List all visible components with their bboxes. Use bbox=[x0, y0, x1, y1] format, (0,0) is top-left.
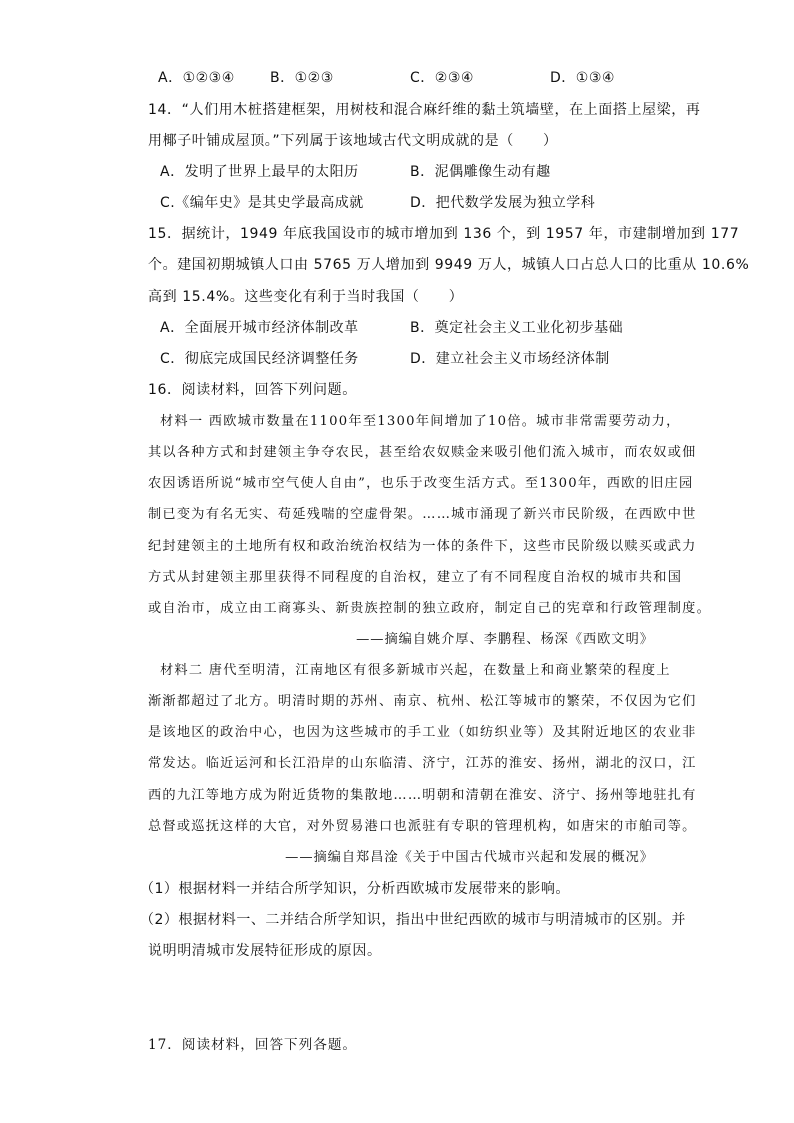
q15-stem-line-2: 个。建国初期城镇人口由 5765 万人增加到 9949 万人，城镇人口占总人口的比重从 10.6% bbox=[148, 257, 750, 273]
q16-material1-line-7: 或自治市，成立由工商寡头、新贵族控制的独立政府，制定自己的宪章和行政管理制度。 bbox=[148, 601, 712, 616]
q13-option-b: B．①②③ bbox=[270, 70, 334, 86]
q14-option-c: C.《编年史》是其史学最高成就 bbox=[160, 195, 364, 211]
q16-material1-line-1: 材料一 西欧城市数量在1100年至1300年间增加了10倍。城市非常需要劳动力， bbox=[160, 414, 681, 429]
q15-option-a: A．全面展开城市经济体制改革 bbox=[160, 320, 359, 336]
q16-material2-source: ——摘编自郑昌淦《关于中国古代城市兴起和发展的概况》 bbox=[285, 850, 654, 865]
q16-material2-line-3: 是该地区的政治中心，也因为这些城市的手工业（如纺织业等）及其附近地区的农业非 bbox=[148, 725, 697, 740]
q15-option-b: B．奠定社会主义工业化初步基础 bbox=[410, 320, 624, 336]
q14-stem-line-2: 用椰子叶铺成屋顶。”下列属于该地域古代文明成就的是（ ） bbox=[148, 133, 558, 149]
q16-material2-line-6: 总督或巡抚这样的大官，对外贸易港口也派驻有专职的管理机构，如唐宋的市舶司等。 bbox=[148, 819, 697, 834]
q13-option-a: A．①②③④ bbox=[158, 70, 235, 86]
q16-material2-line-1: 材料二 唐代至明清，江南地区有很多新城市兴起，在数量上和商业繁荣的程度上 bbox=[160, 663, 671, 678]
q14-option-a: A．发明了世界上最早的太阳历 bbox=[160, 164, 359, 180]
q16-subquestion-2-line-1: （2）根据材料一、二并结合所学知识，指出中世纪西欧的城市与明清城市的区别。并 bbox=[140, 912, 686, 928]
q16-subquestion-1: （1）根据材料一并结合所学知识，分析西欧城市发展带来的影响。 bbox=[140, 881, 570, 897]
q16-material1-source: ——摘编自姚介厚、李鹏程、杨深《西欧文明》 bbox=[356, 632, 654, 647]
q16-subquestion-2-line-2: 说明明清城市发展特征形成的原因。 bbox=[148, 943, 382, 959]
q13-option-c: C．②③④ bbox=[410, 70, 474, 86]
q16-material2-line-4: 常发达。临近运河和长江沿岸的山东临清、济宁，江苏的淮安、扬州，湖北的汉口，江 bbox=[148, 756, 697, 771]
q15-stem-line-1: 15．据统计，1949 年底我国设市的城市增加到 136 个，到 1957 年，市建制增加到 177 bbox=[148, 226, 740, 242]
q16-material1-line-6: 方式从封建领主那里获得不同程度的自治权，建立了有不同程度自治权的城市共和国 bbox=[148, 570, 683, 585]
q16-stem: 16．阅读材料，回答下列问题。 bbox=[148, 382, 357, 398]
q16-material1-line-2: 其以各种方式和封建领主争夺农民，甚至给农奴赎金来吸引他们流入城市，而农奴或佃 bbox=[148, 445, 697, 460]
q14-stem-line-1: 14．“人们用木桩搭建框架，用树枝和混合麻纤维的黏土筑墙壁，在上面搭上屋梁，再 bbox=[148, 102, 701, 118]
q14-option-b: B．泥偶雕像生动有趣 bbox=[410, 164, 551, 180]
q15-option-c: C．彻底完成国民经济调整任务 bbox=[160, 351, 359, 367]
q16-material1-line-4: 制已变为有名无实、苟延残喘的空虚骨架。……城市涌现了新兴市民阶级，在西欧中世 bbox=[148, 507, 697, 522]
q16-material1-line-3: 农因诱语所说“城市空气使人自由”，也乐于改变生活方式。至1300年，西欧的旧庄园 bbox=[148, 476, 694, 491]
q15-option-d: D．建立社会主义市场经济体制 bbox=[410, 351, 610, 367]
q13-option-d: D．①③④ bbox=[550, 70, 615, 86]
q16-material1-line-5: 纪封建领主的土地所有权和政治统治权结为一体的条件下，这些市民阶级以赎买或武力 bbox=[148, 539, 697, 554]
q15-stem-line-3: 高到 15.4%。这些变化有利于当时我国（ ） bbox=[148, 289, 464, 305]
q16-material2-line-5: 西的九江等地方成为附近货物的集散地……明朝和清朝在淮安、济宁、扬州等地驻扎有 bbox=[148, 788, 697, 803]
q16-material2-line-2: 渐渐都超过了北方。明清时期的苏州、南京、杭州、松江等城市的繁荣，不仅因为它们 bbox=[148, 694, 697, 709]
q17-stem: 17．阅读材料，回答下列各题。 bbox=[148, 1037, 358, 1053]
q14-option-d: D．把代数学发展为独立学科 bbox=[410, 195, 596, 211]
